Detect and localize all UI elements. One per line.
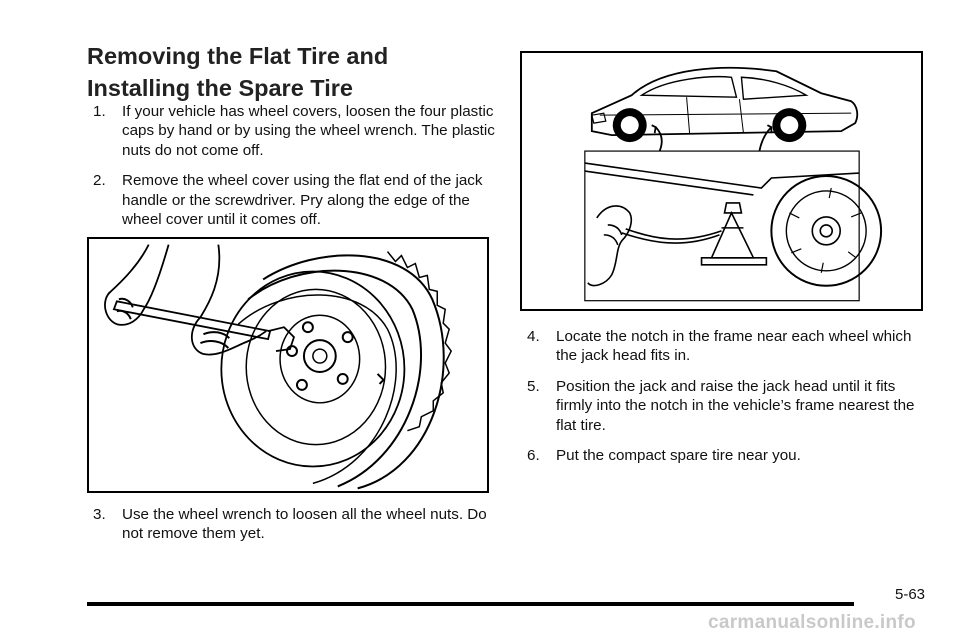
section-title-line-2: Installing the Spare Tire [87, 75, 353, 101]
step-item [93, 171, 498, 229]
step-item [93, 505, 503, 544]
step-number: 5. [527, 377, 540, 395]
page-number: 5-63 [895, 586, 926, 603]
step-number: 1. [93, 103, 106, 120]
step-text: Locate the notch in the frame near each wheel which the jack head fits in. [556, 328, 912, 365]
step-text: Put the compact spare tire near you. [556, 447, 801, 465]
step-text: If your vehicle has wheel covers, loosen the four plastic caps by hand or by using the wheel wrench. The plastic nuts do not come off. [122, 103, 495, 159]
section-title-line-1: Removing the Flat Tire and [87, 43, 389, 69]
step-item [93, 102, 498, 160]
step-list-upper-left [93, 102, 498, 229]
step-text: Remove the wheel cover using the flat end of the jack handle or the screwdriver. Pry along the edge of the wheel cover until it comes off. [122, 172, 483, 229]
step-number: 4. [527, 328, 540, 345]
car-jack-illustration [520, 51, 923, 311]
step-text: Use the wheel wrench to loosen all the wheel nuts. Do not remove them yet. [122, 506, 487, 543]
step-list-lower-left [93, 505, 503, 544]
step-number: 2. [93, 172, 106, 190]
wheel-wrench-loosening-nuts-illustration-icon [89, 239, 487, 491]
step-item [527, 446, 927, 465]
step-item [527, 377, 927, 435]
step-item [527, 327, 927, 366]
step-number: 6. [527, 447, 540, 465]
car-jack-notch-location-illustration-icon [522, 53, 921, 309]
site-watermark: carmanualsonline.info [708, 612, 916, 633]
step-number: 3. [93, 506, 106, 523]
footer-divider [87, 602, 854, 606]
wheel-wrench-illustration [87, 237, 489, 493]
step-list-right [527, 327, 927, 465]
section-title [87, 40, 507, 104]
step-text: Position the jack and raise the jack head until it fits firmly into the notch in the vehicle’s frame nearest the flat tire. [556, 377, 915, 434]
